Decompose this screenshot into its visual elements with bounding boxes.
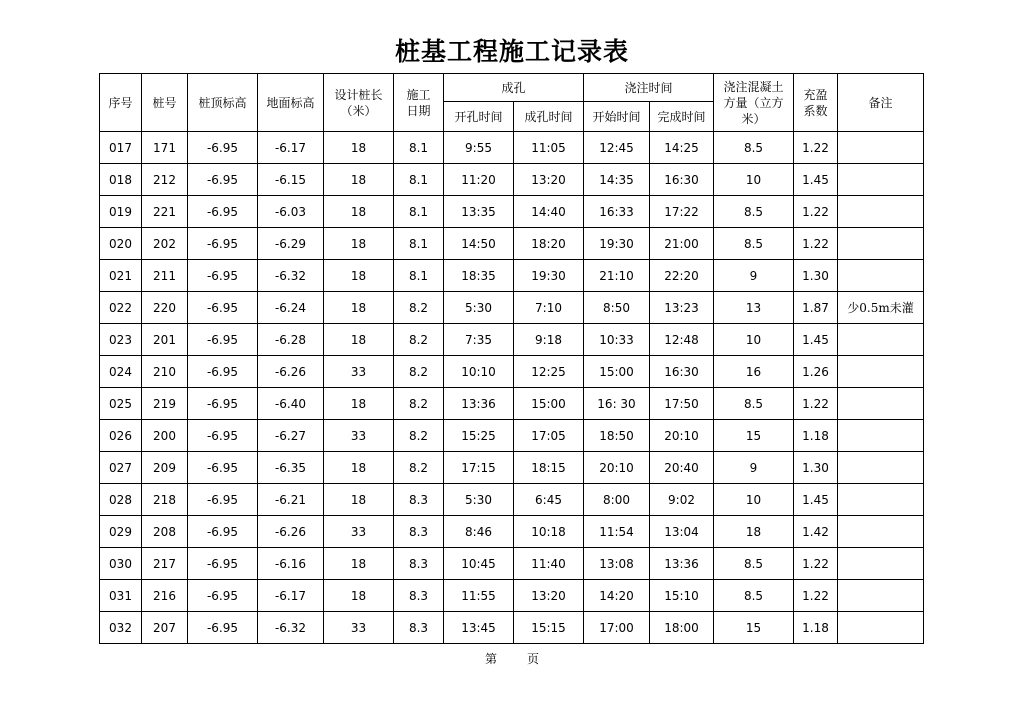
cell-date: 8.2	[394, 356, 444, 388]
cell-volume: 8.5	[714, 548, 794, 580]
cell-volume: 8.5	[714, 196, 794, 228]
cell-remark	[838, 356, 924, 388]
cell-seq: 024	[100, 356, 142, 388]
cell-design-length: 18	[324, 388, 394, 420]
header-hole-end: 成孔时间	[514, 102, 584, 132]
cell-remark: 少0.5m未灌	[838, 292, 924, 324]
cell-seq: 019	[100, 196, 142, 228]
cell-ground-elevation: -6.24	[258, 292, 324, 324]
cell-date: 8.1	[394, 164, 444, 196]
cell-ground-elevation: -6.17	[258, 132, 324, 164]
cell-hole-start: 17:15	[444, 452, 514, 484]
cell-fill-coefficient: 1.22	[794, 196, 838, 228]
cell-hole-start: 14:50	[444, 228, 514, 260]
cell-hole-end: 7:10	[514, 292, 584, 324]
cell-fill-coefficient: 1.18	[794, 612, 838, 644]
cell-design-length: 18	[324, 580, 394, 612]
cell-design-length: 18	[324, 228, 394, 260]
cell-date: 8.2	[394, 324, 444, 356]
cell-hole-start: 13:45	[444, 612, 514, 644]
cell-seq: 023	[100, 324, 142, 356]
cell-seq: 021	[100, 260, 142, 292]
cell-pour-start: 8:50	[584, 292, 650, 324]
cell-pour-start: 14:20	[584, 580, 650, 612]
cell-design-length: 18	[324, 196, 394, 228]
header-hole-start: 开孔时间	[444, 102, 514, 132]
header-concrete-volume: 浇注混凝土方量（立方米）	[714, 74, 794, 132]
cell-pile-no: 208	[142, 516, 188, 548]
table-row	[100, 228, 924, 260]
cell-design-length: 33	[324, 420, 394, 452]
table-row	[100, 580, 924, 612]
cell-volume: 9	[714, 452, 794, 484]
table-row	[100, 452, 924, 484]
cell-remark	[838, 580, 924, 612]
cell-design-length: 18	[324, 292, 394, 324]
cell-design-length: 18	[324, 132, 394, 164]
page-footer	[0, 650, 1024, 667]
cell-date: 8.2	[394, 420, 444, 452]
cell-top-elevation: -6.95	[188, 484, 258, 516]
cell-ground-elevation: -6.32	[258, 260, 324, 292]
cell-fill-coefficient: 1.22	[794, 388, 838, 420]
cell-pour-start: 17:00	[584, 612, 650, 644]
cell-design-length: 18	[324, 324, 394, 356]
cell-pile-no: 216	[142, 580, 188, 612]
cell-remark	[838, 612, 924, 644]
cell-remark	[838, 452, 924, 484]
cell-top-elevation: -6.95	[188, 452, 258, 484]
cell-design-length: 18	[324, 484, 394, 516]
cell-volume: 9	[714, 260, 794, 292]
cell-hole-end: 11:05	[514, 132, 584, 164]
cell-hole-end: 12:25	[514, 356, 584, 388]
cell-ground-elevation: -6.26	[258, 516, 324, 548]
cell-seq: 017	[100, 132, 142, 164]
cell-fill-coefficient: 1.87	[794, 292, 838, 324]
cell-pile-no: 217	[142, 548, 188, 580]
cell-pile-no: 201	[142, 324, 188, 356]
table-row	[100, 164, 924, 196]
cell-pour-end: 15:10	[650, 580, 714, 612]
cell-volume: 16	[714, 356, 794, 388]
cell-remark	[838, 420, 924, 452]
cell-seq: 028	[100, 484, 142, 516]
cell-top-elevation: -6.95	[188, 580, 258, 612]
cell-volume: 10	[714, 324, 794, 356]
cell-hole-end: 18:15	[514, 452, 584, 484]
cell-seq: 025	[100, 388, 142, 420]
cell-hole-end: 13:20	[514, 580, 584, 612]
cell-pour-start: 16: 30	[584, 388, 650, 420]
cell-pour-start: 19:30	[584, 228, 650, 260]
cell-pour-start: 11:54	[584, 516, 650, 548]
cell-pour-end: 14:25	[650, 132, 714, 164]
cell-fill-coefficient: 1.42	[794, 516, 838, 548]
table-row	[100, 388, 924, 420]
cell-seq: 030	[100, 548, 142, 580]
cell-top-elevation: -6.95	[188, 420, 258, 452]
cell-hole-end: 6:45	[514, 484, 584, 516]
cell-pour-start: 12:45	[584, 132, 650, 164]
cell-seq: 032	[100, 612, 142, 644]
header-pile-no: 桩号	[142, 74, 188, 132]
cell-remark	[838, 484, 924, 516]
cell-seq: 027	[100, 452, 142, 484]
cell-pile-no: 209	[142, 452, 188, 484]
cell-top-elevation: -6.95	[188, 388, 258, 420]
table-row	[100, 260, 924, 292]
table-row	[100, 196, 924, 228]
header-pour-end: 完成时间	[650, 102, 714, 132]
cell-pile-no: 211	[142, 260, 188, 292]
cell-date: 8.1	[394, 228, 444, 260]
cell-hole-end: 9:18	[514, 324, 584, 356]
cell-remark	[838, 260, 924, 292]
cell-volume: 8.5	[714, 228, 794, 260]
cell-fill-coefficient: 1.45	[794, 164, 838, 196]
cell-volume: 15	[714, 612, 794, 644]
cell-pile-no: 200	[142, 420, 188, 452]
cell-pile-no: 171	[142, 132, 188, 164]
cell-hole-start: 11:55	[444, 580, 514, 612]
cell-pile-no: 221	[142, 196, 188, 228]
cell-hole-start: 8:46	[444, 516, 514, 548]
cell-pour-end: 21:00	[650, 228, 714, 260]
cell-pour-end: 9:02	[650, 484, 714, 516]
cell-design-length: 18	[324, 164, 394, 196]
cell-top-elevation: -6.95	[188, 228, 258, 260]
table-row	[100, 324, 924, 356]
cell-remark	[838, 228, 924, 260]
cell-remark	[838, 388, 924, 420]
cell-date: 8.1	[394, 196, 444, 228]
cell-design-length: 33	[324, 516, 394, 548]
cell-remark	[838, 548, 924, 580]
cell-volume: 10	[714, 164, 794, 196]
cell-fill-coefficient: 1.18	[794, 420, 838, 452]
cell-hole-end: 19:30	[514, 260, 584, 292]
table-row	[100, 612, 924, 644]
cell-ground-elevation: -6.40	[258, 388, 324, 420]
cell-remark	[838, 324, 924, 356]
cell-pour-end: 18:00	[650, 612, 714, 644]
cell-seq: 022	[100, 292, 142, 324]
cell-design-length: 33	[324, 356, 394, 388]
cell-remark	[838, 164, 924, 196]
cell-date: 8.3	[394, 580, 444, 612]
cell-pour-start: 8:00	[584, 484, 650, 516]
cell-hole-end: 10:18	[514, 516, 584, 548]
cell-pour-end: 20:10	[650, 420, 714, 452]
cell-remark	[838, 516, 924, 548]
cell-hole-end: 14:40	[514, 196, 584, 228]
cell-pour-end: 17:22	[650, 196, 714, 228]
cell-pour-end: 13:04	[650, 516, 714, 548]
cell-top-elevation: -6.95	[188, 292, 258, 324]
cell-pile-no: 218	[142, 484, 188, 516]
cell-date: 8.3	[394, 516, 444, 548]
cell-hole-start: 15:25	[444, 420, 514, 452]
table-row	[100, 484, 924, 516]
cell-pile-no: 220	[142, 292, 188, 324]
cell-volume: 18	[714, 516, 794, 548]
header-remark: 备注	[838, 74, 924, 132]
page-suffix: 页	[527, 652, 540, 666]
cell-top-elevation: -6.95	[188, 324, 258, 356]
cell-design-length: 18	[324, 260, 394, 292]
page-title: 桩基工程施工记录表	[394, 37, 629, 66]
table-row	[100, 132, 924, 164]
cell-ground-elevation: -6.29	[258, 228, 324, 260]
cell-ground-elevation: -6.26	[258, 356, 324, 388]
header-top-elevation: 桩顶标高	[188, 74, 258, 132]
cell-hole-start: 5:30	[444, 484, 514, 516]
header-design-length: 设计桩长（米）	[324, 74, 394, 132]
page-prefix: 第	[484, 652, 497, 666]
cell-date: 8.3	[394, 548, 444, 580]
cell-fill-coefficient: 1.22	[794, 132, 838, 164]
cell-hole-start: 9:55	[444, 132, 514, 164]
cell-hole-end: 17:05	[514, 420, 584, 452]
cell-pour-start: 21:10	[584, 260, 650, 292]
cell-ground-elevation: -6.35	[258, 452, 324, 484]
cell-hole-start: 10:45	[444, 548, 514, 580]
cell-date: 8.3	[394, 612, 444, 644]
cell-fill-coefficient: 1.26	[794, 356, 838, 388]
cell-fill-coefficient: 1.22	[794, 580, 838, 612]
cell-top-elevation: -6.95	[188, 132, 258, 164]
cell-fill-coefficient: 1.45	[794, 484, 838, 516]
table-row	[100, 420, 924, 452]
cell-top-elevation: -6.95	[188, 164, 258, 196]
table-row	[100, 292, 924, 324]
cell-ground-elevation: -6.32	[258, 612, 324, 644]
cell-pour-end: 16:30	[650, 164, 714, 196]
header-pour-group: 浇注时间	[584, 74, 714, 102]
cell-pour-end: 17:50	[650, 388, 714, 420]
header-construction-date: 施工日期	[394, 74, 444, 132]
cell-date: 8.1	[394, 132, 444, 164]
header-fill-coefficient: 充盈系数	[794, 74, 838, 132]
cell-fill-coefficient: 1.45	[794, 324, 838, 356]
cell-ground-elevation: -6.16	[258, 548, 324, 580]
pile-record-table	[99, 73, 924, 644]
cell-pour-start: 18:50	[584, 420, 650, 452]
cell-pour-start: 14:35	[584, 164, 650, 196]
cell-seq: 020	[100, 228, 142, 260]
cell-hole-start: 13:36	[444, 388, 514, 420]
cell-date: 8.1	[394, 260, 444, 292]
cell-hole-end: 18:20	[514, 228, 584, 260]
cell-ground-elevation: -6.21	[258, 484, 324, 516]
cell-hole-start: 7:35	[444, 324, 514, 356]
cell-volume: 13	[714, 292, 794, 324]
cell-remark	[838, 132, 924, 164]
cell-hole-start: 5:30	[444, 292, 514, 324]
cell-remark	[838, 196, 924, 228]
table-row	[100, 548, 924, 580]
cell-pour-end: 20:40	[650, 452, 714, 484]
cell-hole-start: 13:35	[444, 196, 514, 228]
cell-ground-elevation: -6.27	[258, 420, 324, 452]
cell-design-length: 18	[324, 548, 394, 580]
table-body	[100, 132, 924, 644]
cell-fill-coefficient: 1.22	[794, 548, 838, 580]
header-row-top	[100, 74, 924, 102]
cell-seq: 031	[100, 580, 142, 612]
cell-fill-coefficient: 1.22	[794, 228, 838, 260]
cell-hole-start: 11:20	[444, 164, 514, 196]
cell-date: 8.2	[394, 452, 444, 484]
cell-hole-end: 13:20	[514, 164, 584, 196]
cell-hole-end: 15:15	[514, 612, 584, 644]
cell-pour-end: 12:48	[650, 324, 714, 356]
cell-volume: 15	[714, 420, 794, 452]
cell-pile-no: 202	[142, 228, 188, 260]
header-pour-start: 开始时间	[584, 102, 650, 132]
cell-hole-end: 11:40	[514, 548, 584, 580]
cell-top-elevation: -6.95	[188, 260, 258, 292]
cell-seq: 026	[100, 420, 142, 452]
cell-date: 8.2	[394, 292, 444, 324]
cell-ground-elevation: -6.28	[258, 324, 324, 356]
cell-pour-end: 22:20	[650, 260, 714, 292]
cell-hole-start: 18:35	[444, 260, 514, 292]
cell-design-length: 33	[324, 612, 394, 644]
header-ground-elevation: 地面标高	[258, 74, 324, 132]
cell-design-length: 18	[324, 452, 394, 484]
cell-fill-coefficient: 1.30	[794, 260, 838, 292]
cell-volume: 8.5	[714, 388, 794, 420]
cell-volume: 8.5	[714, 580, 794, 612]
cell-top-elevation: -6.95	[188, 196, 258, 228]
cell-pile-no: 210	[142, 356, 188, 388]
cell-pile-no: 212	[142, 164, 188, 196]
cell-top-elevation: -6.95	[188, 356, 258, 388]
cell-pour-end: 13:23	[650, 292, 714, 324]
cell-pour-start: 16:33	[584, 196, 650, 228]
cell-hole-start: 10:10	[444, 356, 514, 388]
table-row	[100, 516, 924, 548]
cell-pour-start: 20:10	[584, 452, 650, 484]
table-row	[100, 356, 924, 388]
cell-ground-elevation: -6.15	[258, 164, 324, 196]
cell-date: 8.2	[394, 388, 444, 420]
cell-hole-end: 15:00	[514, 388, 584, 420]
cell-top-elevation: -6.95	[188, 612, 258, 644]
header-hole-group: 成孔	[444, 74, 584, 102]
cell-date: 8.3	[394, 484, 444, 516]
cell-pour-end: 13:36	[650, 548, 714, 580]
header-seq: 序号	[100, 74, 142, 132]
cell-ground-elevation: -6.17	[258, 580, 324, 612]
cell-pile-no: 207	[142, 612, 188, 644]
cell-volume: 8.5	[714, 132, 794, 164]
cell-top-elevation: -6.95	[188, 548, 258, 580]
cell-pour-start: 10:33	[584, 324, 650, 356]
cell-top-elevation: -6.95	[188, 516, 258, 548]
cell-volume: 10	[714, 484, 794, 516]
cell-pour-start: 15:00	[584, 356, 650, 388]
cell-ground-elevation: -6.03	[258, 196, 324, 228]
cell-pour-end: 16:30	[650, 356, 714, 388]
cell-pour-start: 13:08	[584, 548, 650, 580]
cell-seq: 018	[100, 164, 142, 196]
cell-pile-no: 219	[142, 388, 188, 420]
cell-fill-coefficient: 1.30	[794, 452, 838, 484]
cell-seq: 029	[100, 516, 142, 548]
